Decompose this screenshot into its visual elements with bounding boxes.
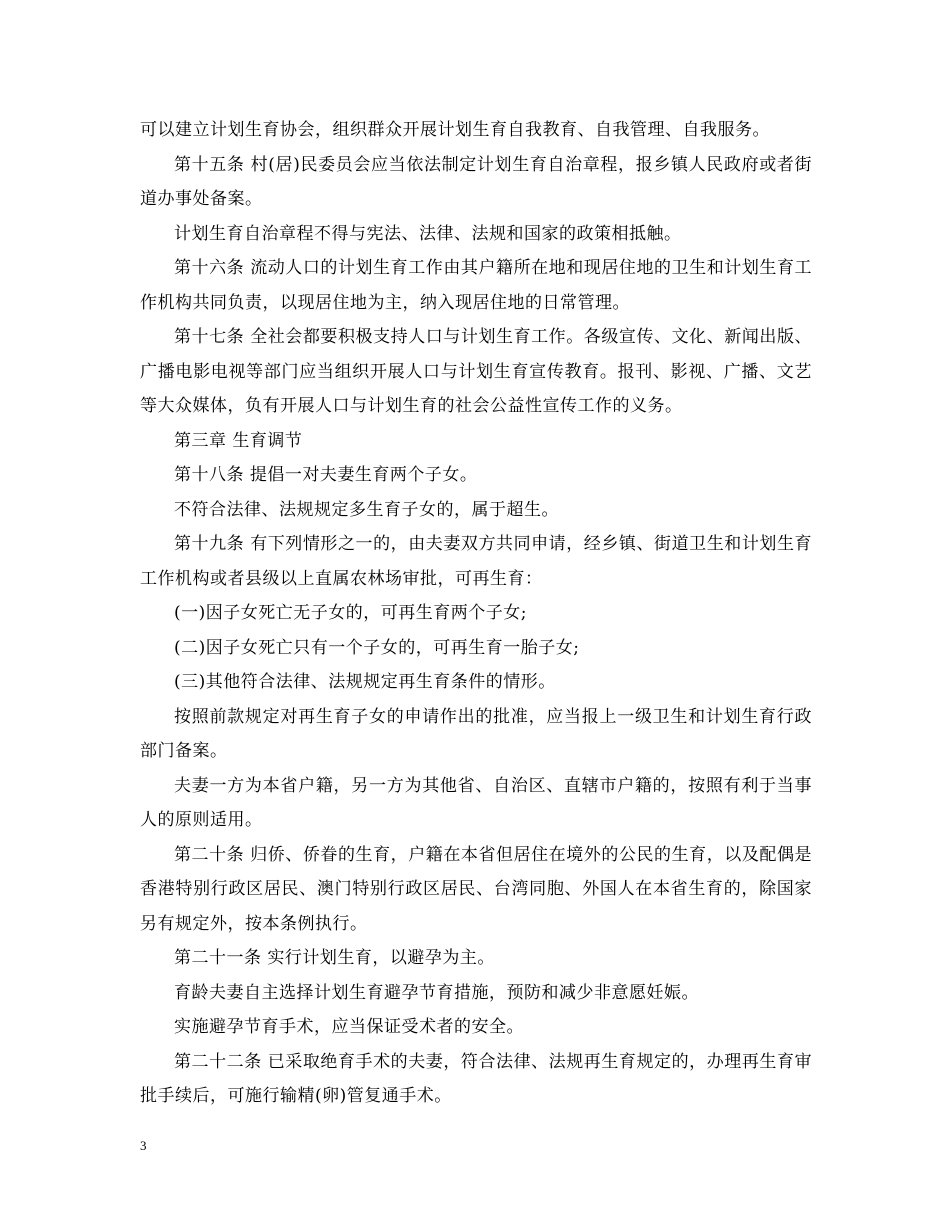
paragraph: 第二十二条 已采取绝育手术的夫妻，符合法律、法规再生育规定的，办理再生育审批手续后，可施行输精(卵)管复通手术。	[140, 1051, 812, 1106]
page-number: 3	[140, 1138, 147, 1153]
list-item: (三)其他符合法律、法规规定再生育条件的情形。	[174, 672, 556, 692]
paragraph: 育龄夫妻自主选择计划生育避孕节育措施，预防和减少非意愿妊娠。	[174, 982, 699, 1003]
paragraph: 按照前款规定对再生育子女的申请作出的批准，应当报上一级卫生和计划生育行政部门备案。	[140, 706, 812, 761]
chapter-heading: 第三章 生育调节	[174, 430, 303, 451]
list-item: (一)因子女死亡无子女的，可再生育两个子女;	[174, 603, 527, 623]
paragraph: 第十五条 村(居)民委员会应当依法制定计划生育自治章程，报乡镇人民政府或者街道办事处备案。	[140, 154, 812, 209]
paragraph: 第二十一条 实行计划生育，以避孕为主。	[174, 948, 495, 968]
paragraph: 夫妻一方为本省户籍，另一方为其他省、自治区、直辖市户籍的，按照有利于当事人的原则适用。	[140, 775, 812, 830]
document-body	[140, 113, 812, 1114]
paragraph: 第十六条 流动人口的计划生育工作由其户籍所在地和现居住地的卫生和计划生育工作机构共同负责，以现居住地为主，纳入现居住地的日常管理。	[140, 258, 812, 313]
paragraph: 第十九条 有下列情形之一的，由夫妻双方共同申请，经乡镇、街道卫生和计划生育工作机构或者县级以上直属农林场审批，可再生育：	[140, 534, 812, 589]
paragraph: 实施避孕节育手术，应当保证受术者的安全。	[174, 1017, 524, 1037]
paragraph: 不符合法律、法规规定多生育子女的，属于超生。	[174, 499, 559, 520]
paragraph: 第二十条 归侨、侨眷的生育，户籍在本省但居住在境外的公民的生育，以及配偶是香港特别行政区居民、澳门特别行政区居民、台湾同胞、外国人在本省生育的，除国家另有规定外，按本条例执行。	[140, 844, 812, 934]
paragraph: 第十八条 提倡一对夫妻生育两个子女。	[174, 465, 478, 485]
list-item: (二)因子女死亡只有一个子女的，可再生育一胎子女;	[174, 637, 580, 658]
paragraph: 计划生育自治章程不得与宪法、法律、法规和国家的政策相抵触。	[174, 223, 682, 244]
paragraph: 第十七条 全社会都要积极支持人口与计划生育工作。各级宣传、文化、新闻出版、广播电影电视等部门应当组织开展人口与计划生育宣传教育。报刊、影视、广播、文艺等大众媒体，负有开展人口与计划生育的社会公益性宣传工作的义务。	[140, 327, 812, 416]
paragraph: 可以建立计划生育协会，组织群众开展计划生育自我教育、自我管理、自我服务。	[140, 120, 770, 140]
